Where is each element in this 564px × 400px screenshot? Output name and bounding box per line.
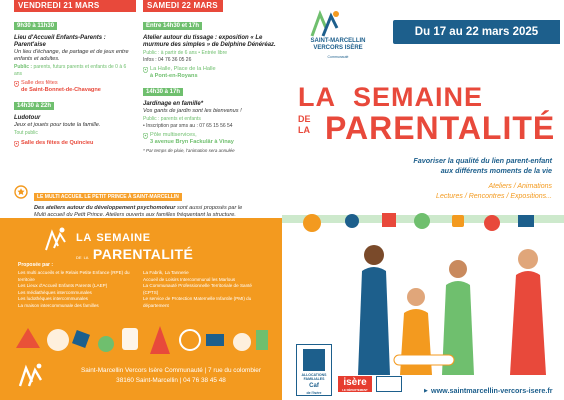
day2-header: SAMEDI 22 MARS <box>143 0 223 12</box>
partner-logos <box>296 340 436 396</box>
decorative-logo-icon <box>40 224 70 254</box>
multi-accueil-header: LE MULTI ACCUEIL LE PETIT PRINCE À SAINT-MARCELLIN <box>34 193 182 201</box>
saint-marcellin-logo-icon <box>310 10 344 38</box>
event-description: Jeux et jouets pour toute la famille. <box>14 122 101 128</box>
multi-accueil-body: Des ateliers autour du développement psychomoteur sont aussi proposés par le Multi accueil du Petit Prince. Ateliers ouverts aux familles fréquentant la structure. <box>34 205 243 218</box>
event-place: Salle des fêtes de Saint-Bonnet-de-Chavagne <box>14 80 134 94</box>
subtitle: Favoriser la qualité du lien parent-enfant aux différents moments de la vie <box>413 156 552 175</box>
partner-item: La maison intercommunale des familles <box>18 302 99 308</box>
schedule-section <box>0 0 282 180</box>
day1-header: VENDREDI 21 MARS <box>14 0 136 12</box>
website-link[interactable]: www.saintmarcellin-vercors-isere.fr <box>431 386 553 395</box>
partner-item: Accueil de Loisirs Intercommunal les Marlous <box>143 276 236 282</box>
caf-logo: ALLOCATIONS FAMILIALES Caf de l'Isère <box>296 344 332 396</box>
partner-item: Les médiathèques intercommunales <box>18 289 92 295</box>
footer-address: Saint-Marcellin Vercors Isère Communauté | 7 rue du colombier 38160 Saint-Marcellin | 04 76 38 45 48 <box>81 367 261 384</box>
event-title: Atelier autour du tissage : exposition « Le murmure des simples » de Delphine Dénéréaz. <box>143 35 276 48</box>
republique-logo <box>376 376 402 392</box>
map-pin-icon <box>143 133 148 139</box>
event-info: • Inscription par sms au : 07 65 15 56 54 <box>143 122 233 129</box>
partners-left-column <box>18 270 133 309</box>
event-place: Salle des fêtes de Quincieu <box>14 140 134 147</box>
map-pin-icon <box>14 141 19 147</box>
partner-item: La Fabrik, La Tannerie <box>143 270 189 275</box>
org-name: SAINT-MARCELLIN VERCORS ISÈRE <box>310 38 366 51</box>
star-badge-icon <box>14 185 28 199</box>
event-title: Lieu d'Accueil Enfants-Parents : Parent'aise <box>14 35 106 48</box>
partner-item: Les Lieux d'Accueil Enfants Parents (LAEP) <box>18 283 108 288</box>
event-time: 9h30 à 11h30 <box>14 22 57 30</box>
activities-list: Ateliers / Animations Lectures / Rencontres / Expositions... <box>436 183 552 200</box>
event-place: La Halle, Place de la Halle à Pont-en-Royans <box>143 66 276 80</box>
event-note: * Par temps de pluie, l'animation sera annulée <box>143 148 235 153</box>
event-description: Vos gants de jardin sont les bienvenus ! <box>143 108 242 114</box>
proposed-by-label: Proposée par : <box>18 262 54 268</box>
partner-item: La Communauté Professionnelle Territoriale de Santé (CPTS) <box>143 283 252 295</box>
partner-item: Le service de Protection Maternelle Infantile (PMI) du département <box>143 296 252 308</box>
toys-illustration <box>10 318 272 362</box>
event-public: Public : parents, futurs parents et enfants de 0 à 6 ans <box>14 64 127 77</box>
event-time: Entre 14h30 et 17h <box>143 22 202 30</box>
event-time: 14h30 à 22h <box>14 102 54 110</box>
event-place: Pôle multiservices, 3 avenue Bryn Fackulär à Vinay <box>143 132 276 146</box>
map-pin-icon <box>143 67 148 73</box>
event-description: Un lieu d'échange, de partage et de jeux entre enfants et adultes. <box>14 49 129 62</box>
map-pin-icon <box>14 81 19 87</box>
flyer-page: VENDREDI 21 MARS SAMEDI 22 MARS 9h30 à 11h30 Lieu d'Accueil Enfants-Parents : Parent'aise Un lieu d'échange, de partage et de jeux entre enfants et adultes. Public : parents, futurs parents et enfants de 0 à 6 ans Salle des fêtes de Saint-Bonnet-de-Chavagne 14h30 à 22h Ludotour Jeux et jouets pour toute la famille. Tout public Salle des fêtes de Quincieu Entre 14h30 et 17h Atelier autour du tissage : exposition « Le murmure des simples » de Delphine Dénéréaz. Public : à partir de 6 ans • Entrée libre Infos : 04 76 36 05 26 La Halle, Place de la Halle à Pont-en-Royans 14h30 à 17h Jardinage en famille* Vos gants de jardin sont les bienvenus ! Public : parents et enfants • Inscription par sms au : 07 65 15 56 54 Pôle multiservices, 3 avenue Bryn Fackulär à Vinay * Par temps de pluie, l'animation sera annulée LE MULTI ACCUEIL LE PETIT PRINCE À SAINT-MARCELLIN Des ateliers autour du développement psychomoteur sont aussi proposés par le Multi accueil du Petit Prince. Ateliers ouverts aux familles fréquentant la structure. LA SEMAINE DE LA PARENTALITÉ Proposée par : Les multi accueils et le Relais Petite Enfance (RPE) du territoire Les Lieux d'Accueil Enfants Parents (LAEP) Les médiathèques intercommunales Les ludothèques intercommunales La maison intercommunale des familles La Fabrik, La Tannerie Accueil de Loisirs Intercommunal les Marlous La Communauté Professionnelle Territoriale de Santé (CPTS) Le service de Protection Maternelle Infantile (PMI) du département Saint-Marcellin Vercors Isère Communauté | 7 rue du colombier 38160 Saint-Marcellin | 04 76 38 45 48 SAINT-MARCELLIN VERCORS ISÈRE Communauté Du 17 au 22 mars 2025 LA SEMAINE DE LA PARENTALITÉ Favoriser la qualité du lien parent-enfant aux différents moments de la vie Ateliers / Animations Lectures / Rencontres / Expositions... ALLOCATIONS FAMILIALES Caf de l'Isère isère LE DÉPARTEMENT ▶ www.saintmarcellin-vercors-isere.fr <box>0 0 564 400</box>
day1-column <box>14 14 134 147</box>
community-logo-icon <box>18 362 46 388</box>
arrow-right-icon: ▶ <box>424 388 428 394</box>
isere-logo: isère LE DÉPARTEMENT <box>338 376 372 392</box>
orange-title: LA SEMAINE DE LA PARENTALITÉ <box>76 232 194 262</box>
partners-block <box>18 262 258 309</box>
event-public: Public : à partir de 6 ans • Entrée libre <box>143 50 228 56</box>
orange-footer <box>8 362 280 396</box>
event-title: Ludotour <box>14 115 41 121</box>
event-public: Public : parents et enfants <box>143 116 201 122</box>
partner-item: Les multi accueils et le Relais Petite Enfance (RPE) du territoire <box>18 270 130 282</box>
date-range-banner: Du 17 au 22 mars 2025 <box>393 20 560 44</box>
org-subtitle: Communauté <box>327 55 349 59</box>
event-time: 14h30 à 17h <box>143 88 183 96</box>
partners-right-column <box>143 270 258 309</box>
event-public: Tout public <box>14 130 38 136</box>
event-info: Infos : 04 76 36 05 26 <box>143 56 192 63</box>
partner-item: Les ludothèques intercommunales <box>18 296 88 301</box>
event-title: Jardinage en famille* <box>143 101 204 107</box>
day2-column <box>143 14 276 153</box>
